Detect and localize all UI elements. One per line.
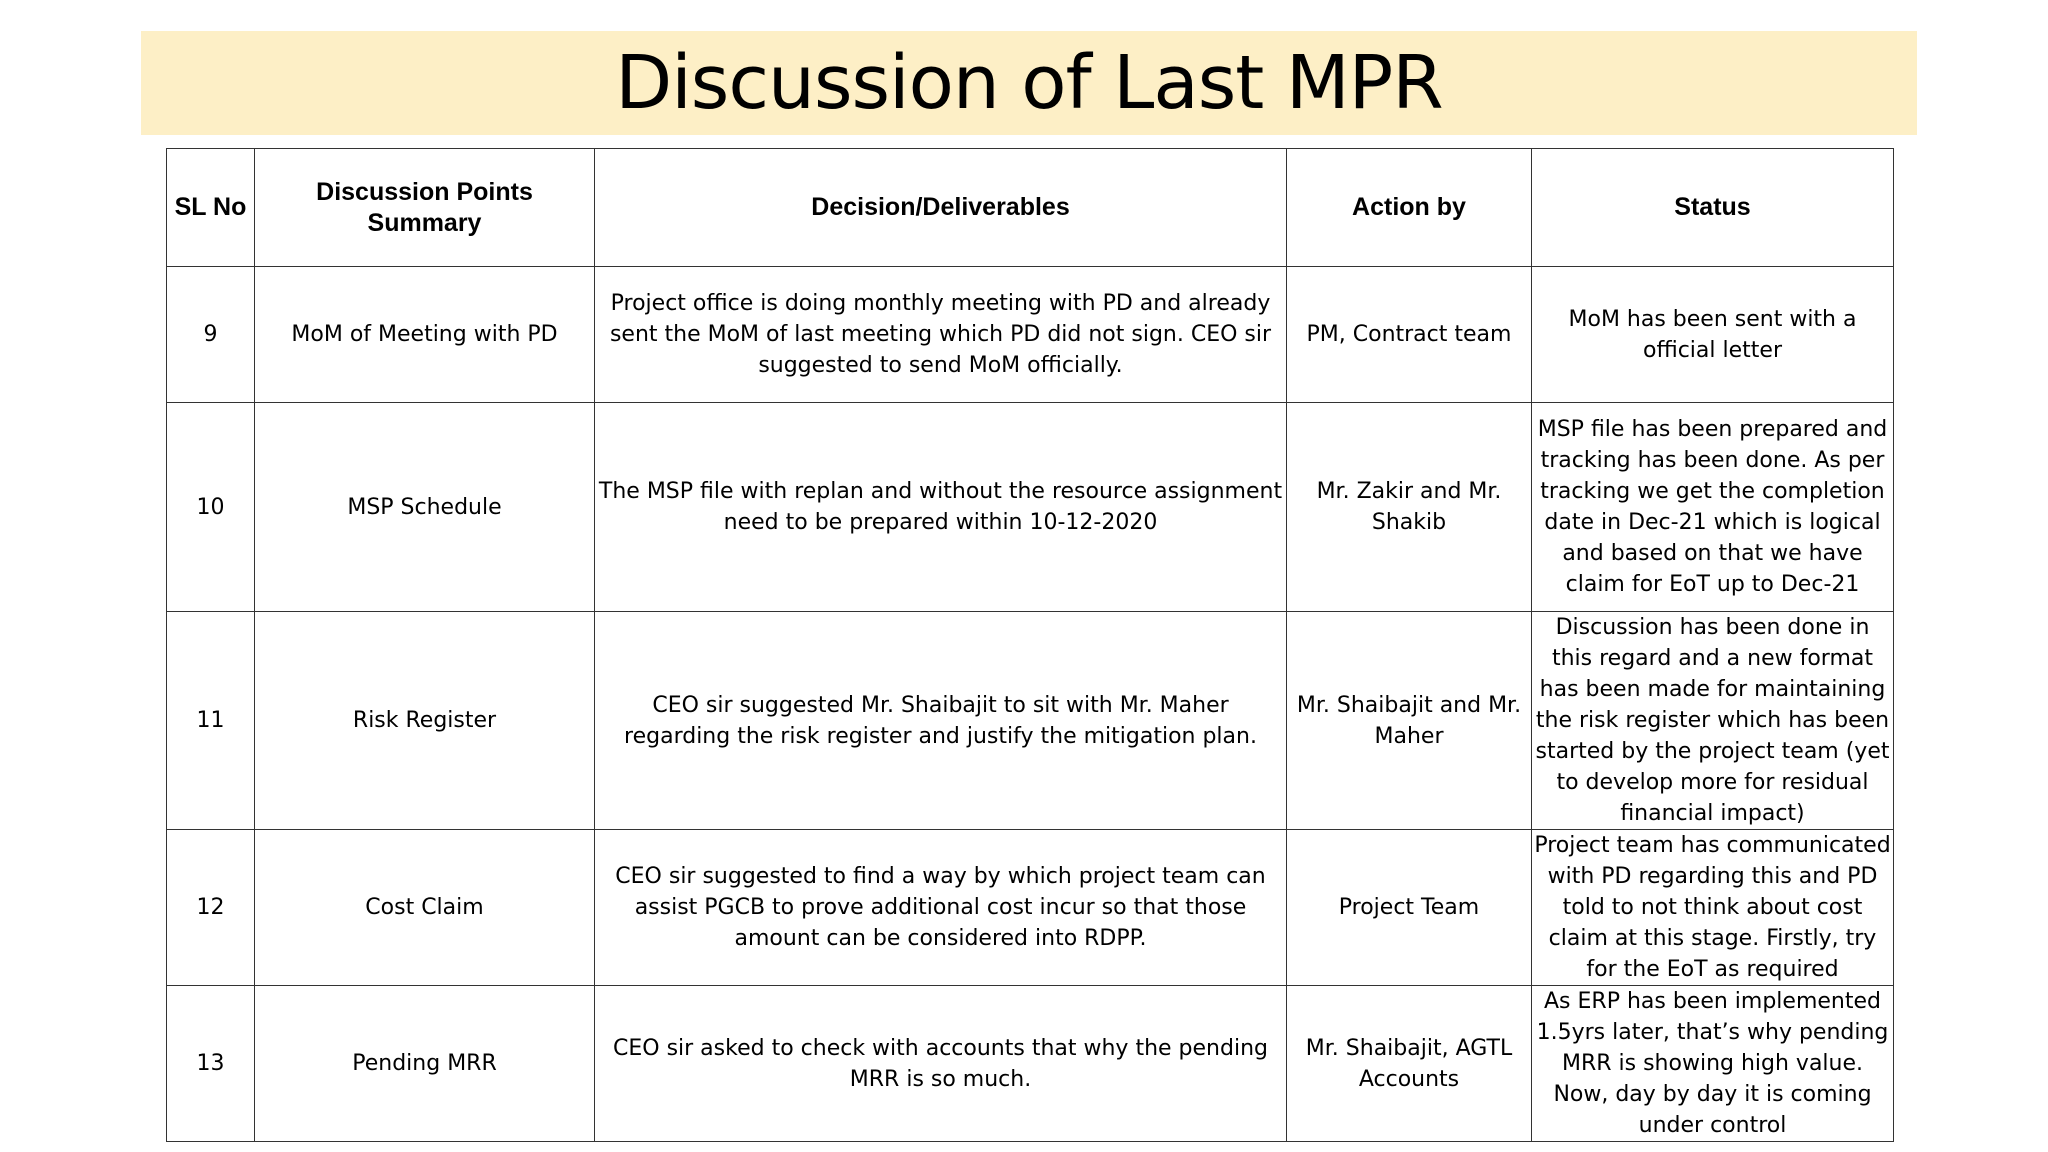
- status-cell: Discussion has been done in this regard and a new format has been made for maintaining the risk register which has been started by the project team (yet to develop more for residual financial impact): [1532, 612, 1894, 830]
- status-cell: MSP file has been prepared and tracking has been done. As per tracking we get the completion date in Dec-21 which is logical and based on that we have claim for EoT up to Dec-21: [1532, 403, 1894, 612]
- table-row: [167, 403, 1894, 612]
- status-cell: As ERP has been implemented 1.5yrs later, that’s why pending MRR is showing high value. Now, day by day it is coming under control: [1532, 986, 1894, 1142]
- status-cell: MoM has been sent with a official letter: [1532, 267, 1894, 403]
- decision-cell: Project office is doing monthly meeting with PD and already sent the MoM of last meeting which PD did not sign. CEO sir suggested to send MoM officially.: [595, 267, 1287, 403]
- header-status: Status: [1532, 149, 1894, 267]
- sl-no-cell: 12: [167, 830, 255, 986]
- action-by-cell: Mr. Shaibajit, AGTL Accounts: [1287, 986, 1532, 1142]
- header-sl-no: SL No: [167, 149, 255, 267]
- title-band: [141, 31, 1917, 135]
- sl-no-cell: 11: [167, 612, 255, 830]
- discussion-cell: MoM of Meeting with PD: [255, 267, 595, 403]
- sl-no-cell: 10: [167, 403, 255, 612]
- status-cell: Project team has communicated with PD regarding this and PD told to not think about cost claim at this stage. Firstly, try for the EoT as required: [1532, 830, 1894, 986]
- table-row: [167, 986, 1894, 1142]
- table-row: [167, 267, 1894, 403]
- header-action-by: Action by: [1287, 149, 1532, 267]
- decision-cell: CEO sir asked to check with accounts that why the pending MRR is so much.: [595, 986, 1287, 1142]
- mpr-table: [166, 148, 1894, 1142]
- action-by-cell: PM, Contract team: [1287, 267, 1532, 403]
- table-row: [167, 830, 1894, 986]
- decision-cell: CEO sir suggested to find a way by which project team can assist PGCB to prove additional cost incur so that those amount can be considered into RDPP.: [595, 830, 1287, 986]
- action-by-cell: Mr. Zakir and Mr. Shakib: [1287, 403, 1532, 612]
- table-row: [167, 612, 1894, 830]
- table-header-row: [167, 149, 1894, 267]
- discussion-cell: MSP Schedule: [255, 403, 595, 612]
- slide-title: Discussion of Last MPR: [615, 40, 1443, 126]
- discussion-cell: Risk Register: [255, 612, 595, 830]
- discussion-cell: Cost Claim: [255, 830, 595, 986]
- decision-cell: The MSP file with replan and without the resource assignment need to be prepared within 10-12-2020: [595, 403, 1287, 612]
- sl-no-cell: 13: [167, 986, 255, 1142]
- header-discussion-points: Discussion Points Summary: [255, 149, 595, 267]
- action-by-cell: Project Team: [1287, 830, 1532, 986]
- header-decision-deliverables: Decision/Deliverables: [595, 149, 1287, 267]
- sl-no-cell: 9: [167, 267, 255, 403]
- action-by-cell: Mr. Shaibajit and Mr. Maher: [1287, 612, 1532, 830]
- decision-cell: CEO sir suggested Mr. Shaibajit to sit with Mr. Maher regarding the risk register and justify the mitigation plan.: [595, 612, 1287, 830]
- discussion-cell: Pending MRR: [255, 986, 595, 1142]
